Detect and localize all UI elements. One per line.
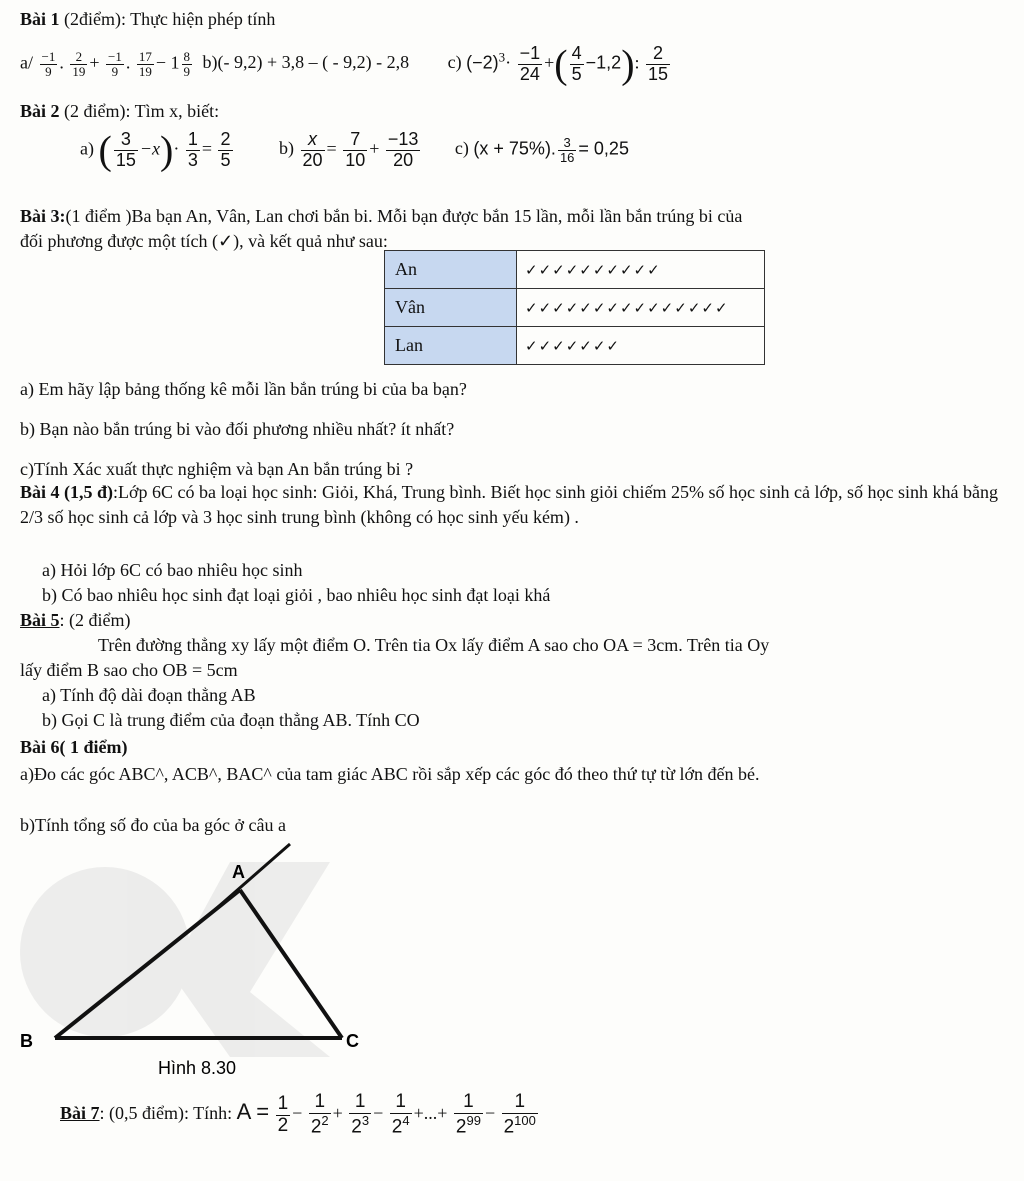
bai3-question-c: c)Tính Xác xuất thực nghiệm và bạn An bắn trúng bi ? xyxy=(20,459,414,479)
bai1-a-frac4: $\frac{17}{19}$ xyxy=(138,48,152,79)
bai2-a-frac1: $\frac{3}{15}$ xyxy=(115,129,136,170)
bai7-term3: $\frac{1}{2^3}$ xyxy=(351,1091,370,1138)
bai3-text2: đối phương được một tích (✓), và kết quả như sau: xyxy=(20,231,388,251)
bai1-points: (2điểm): Thực hiện phép tính xyxy=(59,9,276,29)
triangle-figure xyxy=(0,842,400,1082)
bai2-c-expr: (x + 75%). xyxy=(473,138,556,159)
bai1-c-exp: 3 xyxy=(498,49,506,65)
bai6-question-b: b)Tính tổng số đo của ba góc ở câu a xyxy=(20,815,286,835)
table-row xyxy=(385,289,765,327)
bai2-c-rhs: = 0,25 xyxy=(578,138,629,159)
bai5-text1: Trên đường thẳng xy lấy một điểm O. Trên tia Ox lấy điểm A sao cho OA = 3cm. Trên tia Oy xyxy=(98,635,770,655)
table-cell-ticks: ✓✓✓✓✓✓✓✓✓✓ xyxy=(517,251,765,289)
bai3-question-b: b) Bạn nào bắn trúng bi vào đối phương nhiều nhất? ít nhất? xyxy=(20,419,455,439)
table-cell-ticks: ✓✓✓✓✓✓✓ xyxy=(517,327,765,365)
bai4-question-b: b) Có bao nhiêu học sinh đạt loại giỏi , bao nhiêu học sinh đạt loại khá xyxy=(42,585,551,605)
table-cell-name: An xyxy=(385,251,517,289)
bai3-results-table xyxy=(384,250,765,365)
bai2-expressions: a) ( $\frac{3}{15}$ −x)· $\frac{1}{3}$ = $\frac{2}{5}$ b) $\frac{x}{20}$ = $\frac{7}{10}$ + $\frac{-13}{20}$ c) (x + 75%). $\frac{3}{16}$ = 0,25 xyxy=(80,127,629,173)
bai2-a-label: a) xyxy=(80,138,94,159)
bai7-term4: $\frac{1}{2^4}$ xyxy=(391,1091,410,1138)
vertex-b-label: B xyxy=(20,1031,33,1051)
table-cell-ticks: ✓✓✓✓✓✓✓✓✓✓✓✓✓✓✓ xyxy=(517,289,765,327)
bai4-paragraph xyxy=(20,480,1004,530)
bai7-term6: $\frac{1}{2^{100}}$ xyxy=(503,1091,536,1138)
bai2-b-frac3: $\frac{-13}{20}$ xyxy=(387,129,419,170)
bai4-text: :Lớp 6C có ba loại học sinh: Giỏi, Khá, Trung bình. Biết học sinh giỏi chiếm 25% số học sinh cả lớp, số học sinh khá bằng 2/3 số học sinh cả lớp và 3 học sinh trung bình (không có học sinh yếu kém) . xyxy=(20,482,998,527)
bai2-a-frac2: $\frac{1}{3}$ xyxy=(187,129,198,170)
bai1-c-frac1: $\frac{-1}{24}$ xyxy=(519,43,541,84)
bai7-line: Bài 7: (0,5 điểm): Tính: A = $\frac{1}{2}$ − $\frac{1}{2^2}$ + $\frac{1}{2^3}$ − $\frac{1}{2^4}$ +...+ $\frac{1}{2^{99}}$ − $\frac{1}{2^{100}}$ xyxy=(60,1091,536,1138)
vertex-a-label: A xyxy=(232,862,245,882)
bai2-a-frac3: $\frac{2}{5}$ xyxy=(220,129,231,170)
bai6-title: Bài 6( 1 điểm) xyxy=(20,737,128,757)
bai1-c-frac3: $\frac{2}{15}$ xyxy=(648,43,669,84)
bai1-expressions: a/ $\frac{-1}{9}$ . $\frac{2}{19}$ + $\frac{-1}{9}$ . $\frac{17}{19}$ − 1 $\frac{8}{9}$ b)(- 9,2) + 3,8 – ( - 9,2) - 2,8 c) $(-2)^3\cdot$ $\frac{-1}{24}$ +( $\frac{4}{5}$ −1,2): $\frac{2}{15}$ xyxy=(20,41,669,87)
bai1-a-mixed-frac: $\frac{8}{9}$ xyxy=(183,48,190,79)
bai5-heading xyxy=(20,609,1004,631)
bai5-points: : (2 điểm) xyxy=(59,610,131,630)
bai2-b-frac1: $\frac{x}{20}$ xyxy=(302,129,323,170)
bai4-question-a: a) Hỏi lớp 6C có bao nhiêu học sinh xyxy=(42,560,303,580)
bai7-term1: $\frac{1}{2}$ xyxy=(277,1092,289,1136)
bai2-c-frac: $\frac{3}{16}$ xyxy=(559,134,575,165)
bai2-a-minus-x: −x xyxy=(139,138,160,159)
bai1-c-base: (−2) xyxy=(466,52,499,73)
bai1-a-frac3: $\frac{-1}{9}$ xyxy=(108,48,122,79)
bai2-c-label: c) xyxy=(454,138,469,159)
table-row xyxy=(385,251,765,289)
bai2-b-frac2: $\frac{7}{10}$ xyxy=(345,129,366,170)
bai2-b-label: b) xyxy=(279,138,294,159)
bai7-term2: $\frac{1}{2^2}$ xyxy=(310,1091,329,1138)
bai5-question-b: b) Gọi C là trung điểm của đoạn thẳng AB. Tính CO xyxy=(42,710,420,730)
bai2-points: (2 điểm): Tìm x, biết: xyxy=(59,101,220,121)
table-cell-name: Vân xyxy=(385,289,517,327)
bai3-text1: (1 điểm )Ba bạn An, Vân, Lan chơi bắn bi. Mỗi bạn được bắn 15 lần, mỗi lần bắn trúng bi của xyxy=(65,206,743,226)
bai2-title: Bài 2 xyxy=(20,101,60,121)
bai1-c-frac2: $\frac{4}{5}$ xyxy=(571,43,582,84)
bai7-points: : (0,5 điểm): Tính: xyxy=(99,1103,233,1124)
bai1-a-label: a/ xyxy=(20,52,33,73)
bai6-question-a: a)Đo các góc ABC^, ACB^, BAC^ của tam giác ABC rồi sắp xếp các góc đó theo thứ tự từ lớn đến bé. xyxy=(20,764,760,784)
vertex-c-label: C xyxy=(346,1031,359,1051)
bai1-c-label: c) xyxy=(447,52,462,73)
table-row xyxy=(385,327,765,365)
bai7-term5: $\frac{1}{2^{99}}$ xyxy=(455,1091,481,1138)
bai3-title: Bài 3: xyxy=(20,206,66,226)
bai1-a-mixed-whole: 1 xyxy=(170,52,180,73)
bai3-line1 xyxy=(20,205,1004,227)
table-cell-name: Lan xyxy=(385,327,517,365)
bai1-a-frac1: $\frac{-1}{9}$ xyxy=(41,48,56,79)
bai1-a-frac2: $\frac{2}{19}$ xyxy=(72,48,86,79)
bai7-dots: +...+ xyxy=(413,1103,448,1124)
bai1-c-tail: −1,2 xyxy=(585,52,622,73)
bai1-title: Bài 1 xyxy=(20,9,60,29)
bai4-title: Bài 4 (1,5 đ) xyxy=(20,482,114,502)
bai5-question-a: a) Tính độ dài đoạn thẳng AB xyxy=(42,685,256,705)
bai7-title: Bài 7 xyxy=(60,1103,100,1124)
figure-caption: Hình 8.30 xyxy=(158,1058,237,1078)
bai1-heading xyxy=(20,8,1004,30)
bai5-text2: lấy điểm B sao cho OB = 5cm xyxy=(20,660,238,680)
bai7-lhs: A = xyxy=(236,1099,270,1125)
bai3-question-a: a) Em hãy lập bảng thống kê mỗi lần bắn trúng bi của ba bạn? xyxy=(20,379,467,399)
bai5-title: Bài 5 xyxy=(20,610,60,630)
bai2-heading xyxy=(20,100,1004,122)
bai1-b: b)(- 9,2) + 3,8 – ( - 9,2) - 2,8 xyxy=(202,52,410,73)
